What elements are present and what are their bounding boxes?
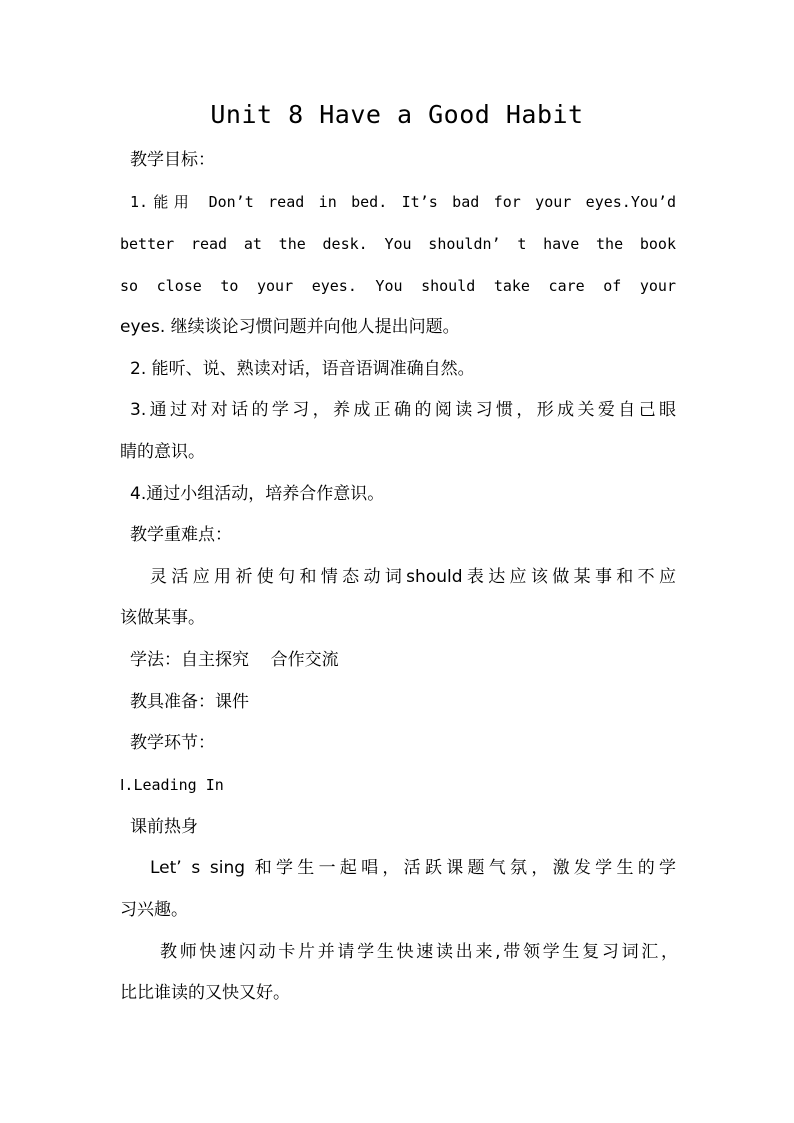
warmup-paragraph-2-line-1: 教师快速闪动卡片并请学生快速读出来,带领学生复习词汇，: [160, 942, 678, 962]
goal-1-line-1: 1.能用 Don’t read in bed. It’s bad for your eyes.You’d: [130, 193, 676, 211]
goal-3-line-1: 3.通过对对话的学习，养成正确的阅读习惯，形成关爱自己眼: [130, 400, 676, 420]
teaching-materials: 教具准备：课件: [130, 692, 249, 712]
keypoints-line-1: 灵活应用祈使句和情态动词should表达应该做某事和不应: [150, 567, 676, 587]
learning-method: 学法：自主探究 合作交流: [130, 650, 339, 670]
steps-heading: 教学环节：: [130, 733, 215, 753]
document-title: Unit 8 Have a Good Habit: [210, 100, 584, 129]
goal-2: 2. 能听、说、熟读对话，语音语调准确自然。: [130, 359, 475, 379]
goal-3-line-2: 睛的意识。: [120, 442, 205, 462]
keypoints-heading: 教学重难点：: [130, 525, 232, 545]
keypoints-line-2: 该做某事。: [120, 608, 205, 628]
section-1-heading: Ⅰ.Leading In: [120, 776, 224, 794]
goal-4: 4.通过小组活动，培养合作意识。: [130, 484, 385, 504]
warmup-heading: 课前热身: [130, 817, 198, 837]
warmup-paragraph-1-line-2: 习兴趣。: [120, 900, 188, 920]
goal-1-line-4: eyes. 继续谈论习惯问题并向他人提出问题。: [120, 317, 460, 337]
goals-heading: 教学目标：: [130, 150, 215, 170]
warmup-paragraph-2-line-2: 比比谁读的又快又好。: [120, 983, 290, 1003]
goal-1-line-2: better read at the desk. You shouldn’ t have the book: [120, 235, 676, 253]
warmup-paragraph-1-line-1: Let’ s sing 和学生一起唱，活跃课题气氛，激发学生的学: [150, 858, 676, 878]
goal-1-line-3: so close to your eyes. You should take care of your: [120, 277, 676, 295]
